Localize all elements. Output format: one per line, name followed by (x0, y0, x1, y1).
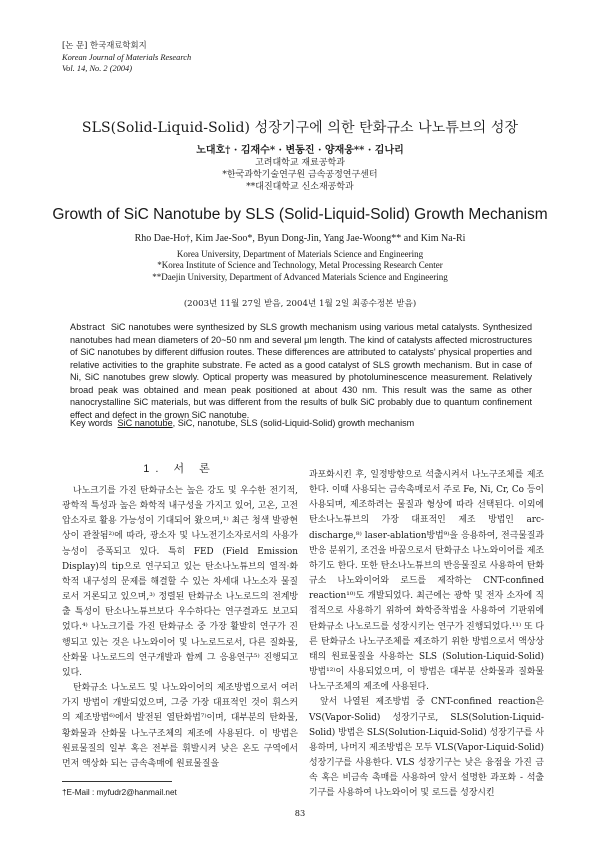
journal-category: [논 문] 한국재료학회지 (62, 40, 147, 50)
korean-affiliation: 고려대학교 재료공학과 (255, 158, 345, 168)
footnote-email: †E-Mail : myfudr2@hanmail.net (62, 788, 177, 797)
korean-authors: 노대호† · 김재수* · 변동진 · 양재웅** · 김나리 (196, 145, 404, 156)
journal-header (62, 40, 191, 75)
abstract-text: SiC nanotubes were synthesized by SLS growth mechanism using various metal catalysts. Synthesized nanotubes had mean diameters of 20~50 nm and several μm length. The kind of catalysts affected microstructures of SiC nanotubes by different diffusion routes. These differences are attributed to catalysts' physical properties and relative activities to the graphite substrate. Fe acted as a good catalyst of SLS growth mechanism. But in case of Ni, SiC nanotubes grew slowly. Optical property was measured by photoluminescence measurement. Relatively broad peak was obtained and mean peak positioned at about 430 nm. This result was the same as other nanocrystalline SiC materials, but was different from the results of bulk SiC probably due to quantum confinement effect and defect in the grown SiC nanotube. (70, 322, 532, 420)
korean-title: SLS(Solid-Liquid-Solid) 성장기구에 의한 탄화규소 나노튜브의 성장 (81, 120, 519, 136)
body-column-left (62, 484, 298, 772)
keywords (70, 418, 414, 428)
paragraph: 나노크기를 가진 탄화규소는 높은 강도 및 우수한 전기적, 광학적 특성과 높은 화학적 내구성을 가지고 있어, 고온, 고전압소자로 활용 가능성이 기대되어 왔으며,¹⁾ 최근 청색 발광현상이 관찰됨²⁾에 따라, 광소자 및 나노전기소자로서의 사용가능성이 증폭되고 있다. 특히 FED (Field Emission Display)의 tip으로 연구되고 있는 탄소나노튜브의 열적·화학적 내구성의 문제를 해결할 수 있는 차세대 나노소자 물질로서 거론되고 있으며,³⁾ 정렬된 탄화규소 나노로드의 전계방출 특성이 탄소나노튜브보다 우수하다는 연구결과도 보고되었다.⁴⁾ 나노크기를 가진 탄화규소 중 가장 활발히 연구가 진행되고 있는 것은 나노와이어 및 나노로드로서, 다른 질화물, 산화물 나노로드의 연구개발과 함께 그 응용연구⁵⁾ 진행되고 있다. (62, 486, 298, 678)
paragraph: 과포화시킨 후, 일정방향으로 석출시켜서 나노구조체를 제조한다. 이때 사용되는 금속촉매로서 주로 Fe, Ni, Cr, Co 등이 사용되며, 제조하려는 물질과 형상에 따라 선택된다. 이외에 탄소나노튜브의 가장 대표적인 제조 방법인 arc-discharge,⁸⁾ laser-ablation방법⁹⁾을 응용하여, 전극물질과 반응 분위기, 조건을 바꿈으로서 탄화규소 나노와이어를 제조하기도 한다. 또한 탄소나노튜브의 반응물질로 사용하여 탄화규소 나노와이어와 로드를 제작하는 CNT-confined reaction¹⁰⁾도 개발되었다. 최근에는 광학 및 전자 소자에 직접적으로 사용하기 위하여 화학증착법을 사용하여 기판위에 탄화규소 나노로드를 성장시키는 연구가 진행되었다.¹¹⁾ 또 다른 탄화규소 나노구조체를 제조하기 위한 방법으로서 액상상태의 원료물질을 사용하는 SLS (Solution-Liquid-Solid) 방법¹²⁾이 사용되었으며, 이 방법은 대부분 산화물과 질화물 나노구조체의 제조에 사용된다. (309, 470, 544, 693)
keywords-rest: , SiC, nanotube, SLS (solid-Liquid-Solid) growth mechanism (172, 418, 415, 428)
english-affiliation: Korea University, Department of Materials Science and Engineering (176, 249, 424, 259)
korean-affiliation: *한국과학기술연구원 금속공정연구센터 (222, 170, 378, 180)
body-column-right (309, 468, 544, 801)
paragraph: 앞서 나열된 제조방법 중 CNT-confined reaction은 VS(Vapor-Solid) 성장기구로, SLS(Solution-Liquid-Solid) 방법은 SLS(Solution-Liquid-Solid) 성장기구를 사용하며, 나머지 제조방법은 모두 VLS(Vapor-Liquid-Solid) 성장기구를 사용한다. VLS 성장기구는 낮은 융점을 가진 금속 혹은 비금속 촉매를 사용하여 앞서 설명한 과포화 - 석출 기구를 사용하여 나노와이어 및 로드를 성장시킨 (309, 697, 544, 799)
abstract-label: Abstract (70, 322, 105, 332)
paragraph: 탄화규소 나노로드 및 나노와이어의 제조방법으로서 여러가지 방법이 개발되었으며, 그중 가장 대표적인 것이 휘스커의 제조방법⁶⁾에서 발전된 열탄화법⁷⁾이며, 대부분의 탄화물, 황화물과 산화물 나노구조체의 제조에 사용된다. 이 방법은 원료물질의 일부 혹은 전부를 휘발시켜 낮은 온도 구역에서 먼저 액상화 되는 금속촉매에 원료물질을 (62, 683, 298, 769)
english-affiliation: **Daejin University, Department of Advanced Materials Science and Engineering (152, 271, 448, 282)
english-affiliation: *Korea Institute of Science and Technology, Metal Processing Research Center (157, 260, 443, 271)
abstract (70, 321, 532, 421)
english-title: Growth of SiC Nanotube by SLS (Solid-Liquid-Solid) Growth Mechanism (52, 206, 548, 223)
footnote-rule (62, 781, 172, 782)
received-dates: (2003년 11월 27일 받음, 2004년 1월 2일 최종수정본 받음) (183, 299, 417, 309)
journal-name: Korean Journal of Materials Research (62, 52, 192, 62)
page-number: 83 (294, 808, 306, 818)
journal-volume: Vol. 14, No. 2 (2004) (62, 64, 133, 73)
korean-affiliations (0, 157, 600, 193)
keywords-label: Key words (70, 418, 113, 428)
section-heading: 1. 서 론 (143, 463, 216, 475)
english-authors: Rho Dae-Ho†, Kim Jae-Soo*, Byun Dong-Jin, Yang Jae-Woong** and Kim Na-Ri (134, 233, 466, 244)
korean-affiliation: **대진대학교 신소재공학과 (246, 182, 354, 192)
english-affiliations (0, 249, 600, 283)
keyword-first: SiC nanotube (117, 418, 173, 428)
